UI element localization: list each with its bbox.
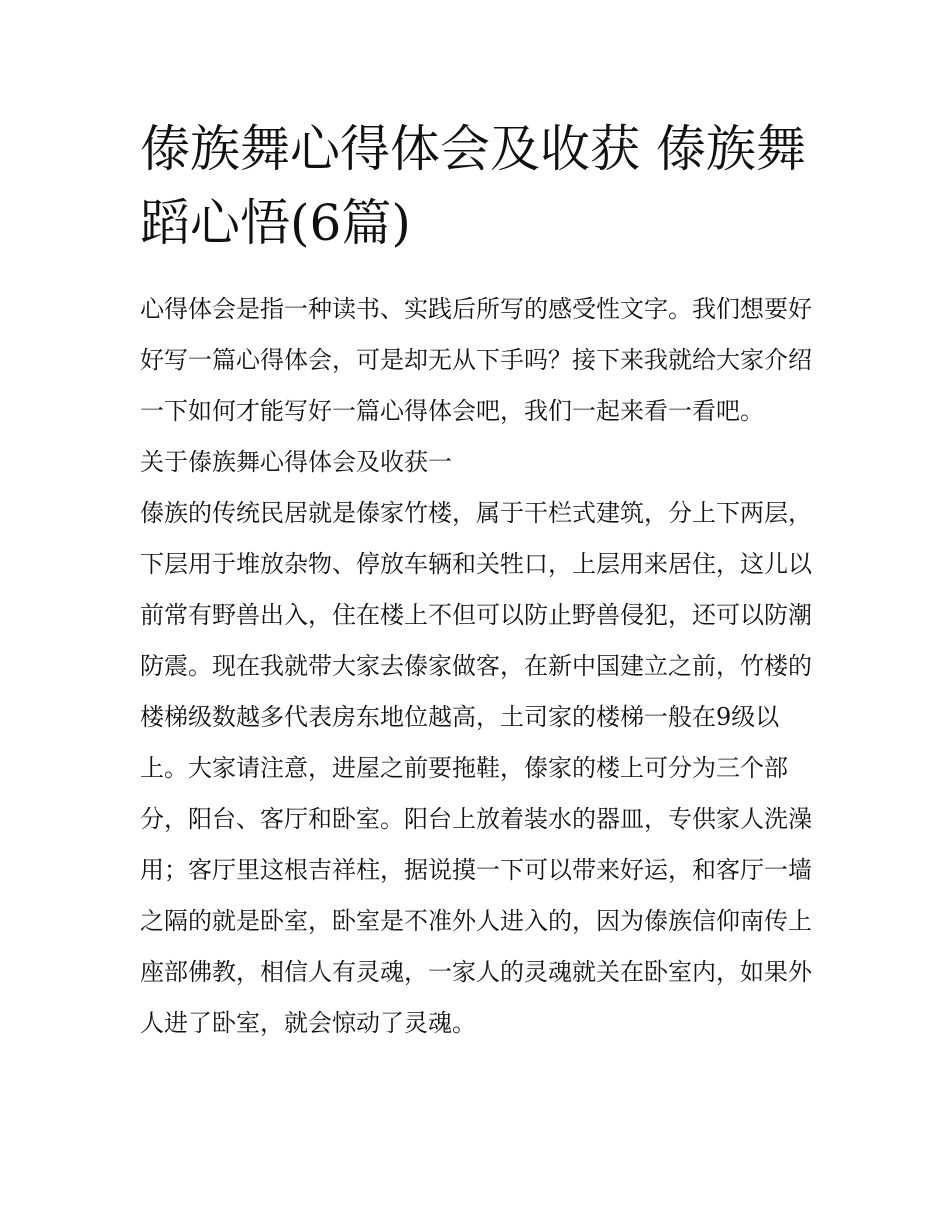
document-content bbox=[140, 112, 820, 1049]
body-paragraph: 傣族的传统民居就是傣家竹楼，属于干栏式建筑，分上下两层，下层用于堆放杂物、停放车辆和关牲口，上层用来居住，这儿以前常有野兽出入，住在楼上不但可以防止野兽侵犯，还可以防潮防震。现在我就带大家去傣家做客，在新中国建立之前，竹楼的楼梯级数越多代表房东地位越高，土司家的楼梯一般在9级以上。大家请注意，进屋之前要拖鞋，傣家的楼上可分为三个部分，阳台、客厅和卧室。阳台上放着装水的器皿，专供家人洗澡用；客厅里这根吉祥柱，据说摸一下可以带来好运，和客厅一墙之隔的就是卧室，卧室是不准外人进入的，因为傣族信仰南传上座部佛教，相信人有灵魂，一家人的灵魂就关在卧室内，如果外人进了卧室，就会惊动了灵魂。 bbox=[140, 499, 812, 1037]
intro-paragraph: 心得体会是指一种读书、实践后所写的感受性文字。我们想要好好写一篇心得体会，可是却无从下手吗？接下来我就给大家介绍一下如何才能写好一篇心得体会吧，我们一起来看一看吧。 bbox=[140, 295, 812, 425]
section-heading: 关于傣族舞心得体会及收获一 bbox=[140, 448, 452, 476]
document-title: 傣族舞心得体会及收获 傣族舞蹈心悟(6篇) bbox=[140, 120, 806, 252]
